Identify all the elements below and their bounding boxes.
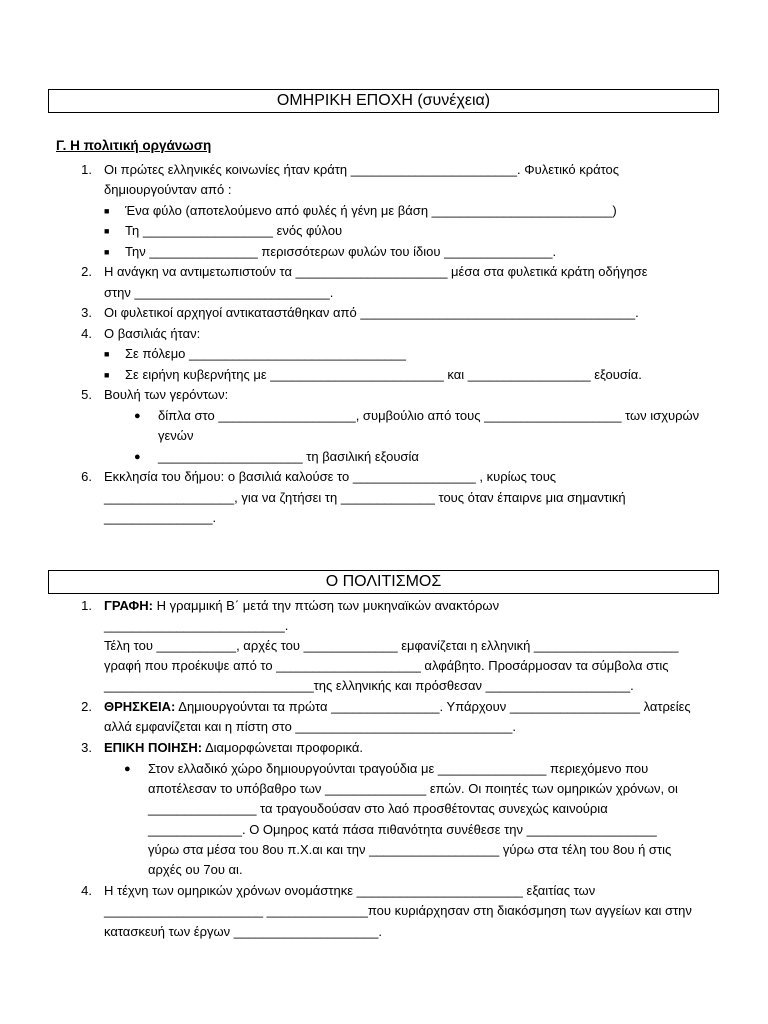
text-line: Εκκλησία του δήμου: ο βασιλιά καλούσε το _________________ , κυρίως τους — [104, 469, 557, 484]
text-line — [104, 697, 691, 717]
item-number: 2. — [81, 264, 92, 279]
text-line: ______________________ ______________που κυριάρχησαν στη διακόσμηση των αγγείων και στην — [104, 903, 692, 918]
text-line: Τη __________________ ενός φύλου — [125, 223, 343, 238]
text-line: Σε ειρήνη κυβερνήτης με ________________________ και _________________ εξουσία. — [125, 367, 642, 382]
text-line — [104, 738, 363, 758]
text-line: δημιουργούνταν από : — [104, 182, 232, 197]
text-line: _______________. — [104, 510, 217, 525]
item-number: 5. — [81, 387, 92, 402]
round-bullet-icon: ● — [134, 451, 141, 463]
text-line — [104, 596, 499, 616]
text-line: _______________ τα τραγουδούσαν στο λαό προσθέτοντας συνεχώς καινούρια — [148, 801, 608, 816]
text-line: Βουλή των γερόντων: — [104, 387, 229, 402]
text-line: Η τέχνη των ομηρικών χρόνων ονομάστηκε _______________________ εξαιτίας των — [104, 883, 596, 898]
item-number: 1. — [81, 598, 92, 613]
square-bullet-icon: ■ — [104, 247, 110, 257]
text-line: κατασκευή των έργων ____________________. — [104, 924, 382, 939]
square-bullet-icon: ■ — [104, 206, 110, 216]
text-line: _________________________. — [104, 618, 289, 633]
text-line: αλλά εμφανίζεται και η πίστη στο ______________________________. — [104, 719, 516, 734]
text-line: στην ___________________________. — [104, 285, 334, 300]
text-line: γύρω στα μέσα του 8ου π.Χ.αι και την __________________ γύρω στα τέλη του 8ου ή στις — [148, 842, 672, 857]
item-number: 4. — [81, 326, 92, 341]
section-title-civilization: Ο ΠΟΛΙΤΙΣΜΟΣ — [48, 570, 719, 594]
text-line: Οι φυλετικοί αρχηγοί αντικαταστάθηκαν από ______________________________________. — [104, 305, 639, 320]
text-line: __________________, για να ζητήσει τη _____________ τους όταν έπαιρνε μια σημαντική — [104, 490, 626, 505]
text-line: Η ανάγκη να αντιμετωπιστούν τα _____________________ μέσα στα φυλετικά κράτη οδήγησε — [104, 264, 648, 279]
text-run: Διαμορφώνεται προφορικά. — [202, 740, 364, 755]
text-line: _____________________________της ελληνικής και πρόσθεσαν ____________________. — [104, 678, 634, 693]
text-line: αρχές ου 7ου αι. — [148, 862, 243, 877]
text-line: Οι πρώτες ελληνικές κοινωνίες ήταν κράτη _______________________. Φυλετικό κράτος — [104, 162, 620, 177]
item-number: 2. — [81, 699, 92, 714]
text-line: γραφή που προέκυψε από το ____________________ αλφάβητο. Προσάρμοσαν τα σύμβολα στις — [104, 658, 669, 673]
round-bullet-icon: ● — [124, 763, 131, 775]
square-bullet-icon: ■ — [104, 226, 110, 236]
round-bullet-icon: ● — [134, 410, 141, 422]
text-line: γενών — [158, 428, 194, 443]
square-bullet-icon: ■ — [104, 370, 110, 380]
text-line: Ο βασιλιάς ήταν: — [104, 326, 201, 341]
text-line: ____________________ τη βασιλική εξουσία — [158, 449, 419, 464]
item-number: 1. — [81, 162, 92, 177]
keyword-epic-poetry: ΕΠΙΚΗ ΠΟΙΗΣΗ: — [104, 740, 203, 755]
section-title-homeric-era: ΟΜΗΡΙΚΗ ΕΠΟΧΗ (συνέχεια) — [48, 89, 719, 113]
item-number: 6. — [81, 469, 92, 484]
keyword-religion: ΘΡΗΣΚΕΙΑ: — [104, 699, 176, 714]
item-number: 3. — [81, 740, 92, 755]
subheading-political-organization: Γ. Η πολιτική οργάνωση — [56, 138, 212, 153]
text-line: Στον ελλαδικό χώρο δημιουργούνται τραγούδια με _______________ περιεχόμενο που — [148, 761, 649, 776]
square-bullet-icon: ■ — [104, 349, 110, 359]
text-run: Η γραμμική Β΄ μετά την πτώση των μυκηναϊκών ανακτόρων — [152, 598, 500, 613]
text-line: Την _______________ περισσότερων φυλών του ίδιου _______________. — [125, 244, 557, 259]
item-number: 3. — [81, 305, 92, 320]
text-run: Δημιουργούνται τα πρώτα _______________. Υπάρχουν __________________ λατρείες — [175, 699, 691, 714]
text-line: Σε πόλεμο ______________________________ — [125, 346, 406, 361]
text-line: _____________. Ο Ομηρος κατά πάσα πιθανότητα συνέθεσε την __________________ — [148, 822, 657, 837]
text-line: δίπλα στο ___________________, συμβούλιο από τους ___________________ των ισχυρών — [158, 408, 700, 423]
item-number: 4. — [81, 883, 92, 898]
text-line: Ένα φύλο (αποτελούμενο από φυλές ή γένη με βάση _________________________) — [125, 203, 617, 218]
keyword-writing: ΓΡΑΦΗ: — [104, 598, 153, 613]
text-line: Τέλη του ___________, αρχές του _____________ εμφανίζεται η ελληνική ____________________ — [104, 638, 679, 653]
text-line: αποτέλεσαν το υπόβαθρο των ______________ επών. Οι ποιητές των ομηρικών χρόνων, οι — [148, 781, 678, 796]
